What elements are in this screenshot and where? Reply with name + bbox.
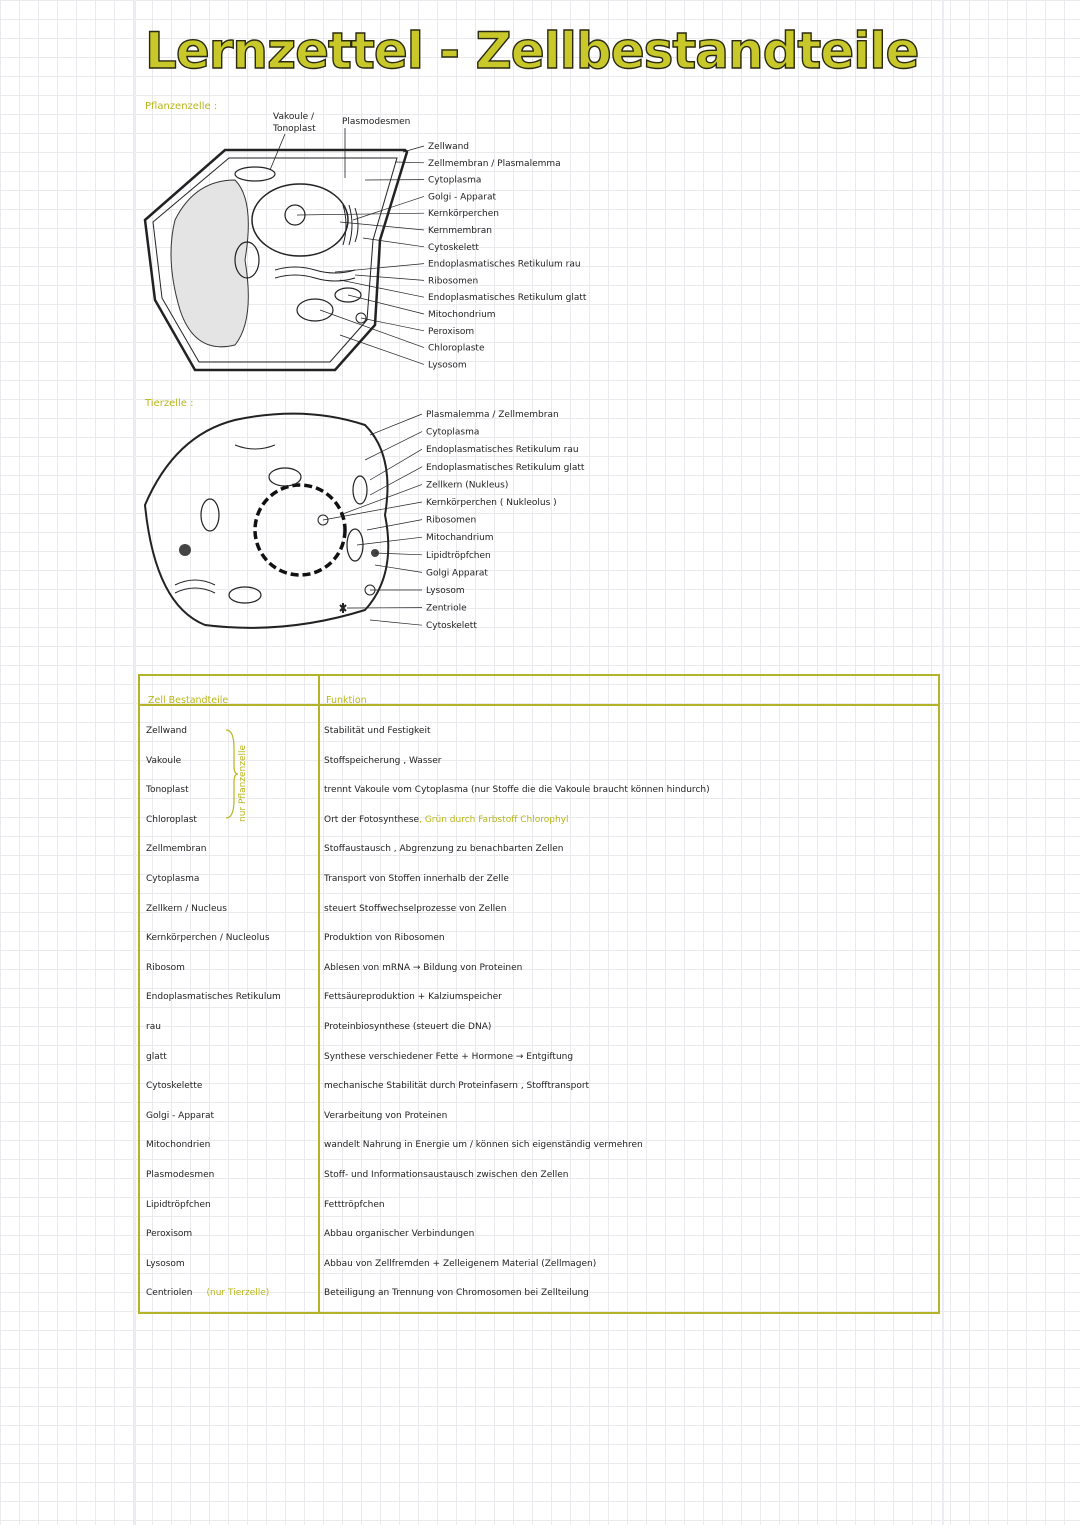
- table-row: [140, 987, 938, 1007]
- animal-label-13: Cytoskelett: [426, 621, 477, 632]
- plant-label-2: Zellmembran / Plasmalemma: [428, 158, 561, 169]
- part-name: Cytoplasma: [146, 874, 200, 884]
- part-name: Centriolen: [146, 1288, 193, 1299]
- function-text: Abbau von Zellfremden + Zelleigenem Material (Zellmagen): [324, 1258, 597, 1269]
- part-name: rau: [146, 1022, 161, 1032]
- function-text: mechanische Stabilität durch Proteinfasern , Stofftransport: [324, 1081, 590, 1092]
- table-cell-part: [146, 751, 181, 771]
- part-name: glatt: [146, 1051, 167, 1062]
- table-row: [140, 721, 938, 741]
- plant-cell-diagram: [135, 110, 635, 380]
- function-text: wandelt Nahrung in Energie um / können sich eigenständig vermehren: [324, 1140, 643, 1151]
- animal-label-10: Golgi Apparat: [426, 568, 488, 579]
- table-cell-function: [324, 1195, 385, 1215]
- animal-leader-4: [370, 467, 422, 495]
- plant-er: [275, 267, 355, 281]
- plant-label-12: Peroxisom: [428, 326, 475, 337]
- table-cell-part: [146, 810, 197, 830]
- plant-leader-5: [297, 213, 424, 215]
- plant-label-11: Mitochondrium: [428, 310, 496, 320]
- function-text: Ort der Fotosynthese: [324, 814, 420, 825]
- table-row: [140, 1224, 938, 1244]
- plant-label-14: Lysosom: [428, 360, 467, 371]
- part-name: Lipidtröpfchen: [146, 1199, 211, 1210]
- table-header-function: Funktion: [326, 695, 367, 706]
- function-text: Produktion von Ribosomen: [324, 933, 445, 944]
- table-cell-function: [324, 1165, 568, 1185]
- animal-label-12: Zentriole: [426, 603, 467, 614]
- plant-label-13: Chloroplaste: [428, 343, 485, 354]
- table-cell-function: [324, 1017, 491, 1037]
- animal-label-7: Ribosomen: [426, 515, 477, 526]
- table-row: [140, 1254, 938, 1274]
- function-text: Fetttröpfchen: [324, 1199, 385, 1210]
- table-cell-function: [324, 839, 563, 859]
- plant-label-10: Endoplasmatisches Retikulum glatt: [428, 293, 587, 304]
- animal-mitochondrium-1: [269, 468, 301, 486]
- part-name: Ribosom: [146, 962, 185, 973]
- function-text: Beteiligung an Trennung von Chromosomen bei Zellteilung: [324, 1288, 589, 1299]
- plant-chloroplast-2: [297, 299, 333, 321]
- animal-mitochondrium-2: [201, 499, 219, 531]
- table-cell-function: [324, 721, 431, 741]
- table-cell-part: [146, 1017, 161, 1037]
- part-name: Zellmembran: [146, 844, 207, 855]
- table-row: [140, 1283, 938, 1303]
- plant-cell-label: Pflanzenzelle :: [145, 101, 218, 112]
- plant-top-label-2: Tonoplast: [273, 124, 316, 134]
- part-name: Mitochondrien: [146, 1140, 211, 1151]
- table-cell-function: [324, 1254, 596, 1274]
- plant-label-4: Golgi - Apparat: [428, 192, 497, 203]
- table-cell-part: [146, 1076, 202, 1096]
- plant-only-brace: [224, 728, 238, 820]
- table-cell-part: [146, 987, 281, 1007]
- plant-label-7: Cytoskelett: [428, 242, 479, 253]
- part-name: Golgi - Apparat: [146, 1110, 215, 1121]
- plant-label-5: Kernkörperchen: [428, 209, 499, 220]
- table-cell-part: [146, 1106, 214, 1126]
- part-name: Zellwand: [146, 726, 187, 736]
- table-cell-function: [324, 987, 502, 1007]
- animal-leader-1: [370, 414, 422, 435]
- part-name: Chloroplast: [146, 814, 197, 825]
- part-name: Vakoule: [146, 755, 182, 766]
- function-text: Proteinbiosynthese (steuert die DNA): [324, 1022, 492, 1032]
- animal-leader-10: [375, 565, 422, 572]
- table-cell-part: [146, 928, 270, 948]
- table-cell-part: [146, 1254, 185, 1274]
- table-cell-function: [324, 869, 509, 889]
- animal-leader-8: [357, 537, 422, 545]
- plant-nucleus: [252, 184, 348, 256]
- plant-label-8: Endoplasmatisches Retikulum rau: [428, 259, 581, 270]
- table-row: [140, 1047, 938, 1067]
- plant-leader-6: [340, 222, 424, 230]
- table-row: [140, 1135, 938, 1155]
- table-header-part: Zell Bestandteile: [148, 695, 229, 706]
- table-cell-part: [146, 1195, 211, 1215]
- function-text: Ablesen von mRNA → Bildung von Proteinen: [324, 962, 523, 973]
- table-cell-part: [146, 1135, 210, 1155]
- plant-label-9: Ribosomen: [428, 276, 479, 287]
- table-cell-part: [146, 869, 199, 889]
- part-name: Zellkern / Nucleus: [146, 903, 227, 914]
- table-cell-function: [324, 1106, 447, 1126]
- function-text: Synthese verschiedener Fette + Hormone → Entgiftung: [324, 1051, 574, 1062]
- animal-zentriole: [340, 603, 346, 613]
- table-row: [140, 899, 938, 919]
- plant-leader-13: [320, 310, 424, 348]
- plant-leader-2: [395, 162, 424, 163]
- animal-leader-9: [375, 553, 422, 555]
- animal-label-9: Lipidtröpfchen: [426, 550, 491, 561]
- table-cell-function: [324, 1283, 589, 1303]
- animal-cell-diagram: [135, 405, 635, 640]
- function-text: Verarbeitung von Proteinen: [324, 1110, 448, 1121]
- animal-label-8: Mitochandrium: [426, 533, 494, 544]
- function-text: Fettsäureproduktion + Kalziumspeicher: [324, 992, 502, 1003]
- part-name: Plasmodesmen: [146, 1170, 215, 1180]
- table-row: [140, 928, 938, 948]
- part-name: Kernkörperchen / Nucleolus: [146, 933, 270, 944]
- table-cell-part: [146, 780, 189, 800]
- plant-top-label-3: Plasmodesmen: [342, 117, 411, 127]
- animal-label-1: Plasmalemma / Zellmembran: [426, 410, 559, 420]
- function-table: [138, 674, 940, 1314]
- animal-label-3: Endoplasmatisches Retikulum rau: [426, 445, 579, 456]
- plant-vacuole: [171, 180, 248, 347]
- table-row: [140, 1106, 938, 1126]
- margin-line-right: [942, 0, 944, 1525]
- function-text: Stoffaustausch , Abgrenzung zu benachbarten Zellen: [324, 844, 564, 855]
- part-name: Cytoskelette: [146, 1081, 203, 1092]
- animal-cell-label: Tierzelle :: [145, 398, 194, 409]
- table-cell-part: [146, 1224, 192, 1244]
- part-name: Lysosom: [146, 1258, 185, 1269]
- table-cell-function: [324, 810, 569, 830]
- table-cell-part: [146, 899, 227, 919]
- table-row: [140, 1076, 938, 1096]
- table-row: [140, 780, 938, 800]
- plant-leader-1: [403, 146, 424, 152]
- table-cell-function: [324, 751, 441, 771]
- animal-label-2: Cytoplasma: [426, 427, 480, 438]
- animal-er: [175, 445, 275, 593]
- table-cell-part: [146, 1283, 269, 1303]
- animal-lipid-1: [179, 544, 191, 556]
- plant-label-1: Zellwand: [428, 142, 469, 152]
- animal-leader-13: [370, 620, 422, 625]
- table-row: [140, 839, 938, 859]
- plant-label-6: Kernmembran: [428, 226, 492, 236]
- table-row: [140, 810, 938, 830]
- table-cell-function: [324, 899, 506, 919]
- plant-only-note: nur Pflanzenzelle: [238, 744, 248, 822]
- function-text: Stabilität und Festigkeit: [324, 726, 431, 736]
- animal-nucleus: [255, 485, 345, 575]
- animal-mitochondrium-4: [229, 587, 261, 603]
- table-row: [140, 1165, 938, 1185]
- animal-label-5: Zellkern (Nukleus): [426, 480, 509, 491]
- function-note: , Grün durch Farbstoff Chlorophyl: [419, 814, 569, 825]
- plant-top-label-1: Vakoule /: [273, 112, 315, 122]
- table-cell-part: [146, 839, 206, 859]
- plant-chloroplast-1: [235, 167, 275, 181]
- plant-leader-11: [348, 295, 424, 314]
- table-header-line: [140, 704, 938, 706]
- table-cell-function: [324, 1224, 474, 1244]
- table-cell-part: [146, 1165, 214, 1185]
- function-text: steuert Stoffwechselprozesse von Zellen: [324, 903, 507, 914]
- table-row: [140, 1017, 938, 1037]
- table-cell-function: [324, 1076, 589, 1096]
- page-title: Lernzettel - Zellbestandteile: [145, 22, 919, 80]
- part-name: Endoplasmatisches Retikulum: [146, 992, 281, 1003]
- animal-label-6: Kernkörperchen ( Nukleolus ): [426, 498, 557, 508]
- animal-mitochondrium-5: [353, 476, 367, 504]
- function-text: Transport von Stoffen innerhalb der Zelle: [324, 874, 509, 884]
- function-text: Abbau organischer Verbindungen: [324, 1229, 475, 1240]
- table-cell-part: [146, 958, 185, 978]
- part-note: (nur Tierzelle): [206, 1288, 270, 1299]
- plant-leader-9: [355, 275, 424, 280]
- table-cell-part: [146, 721, 187, 741]
- table-cell-part: [146, 1047, 167, 1067]
- table-cell-function: [324, 928, 445, 948]
- table-row: [140, 751, 938, 771]
- function-text: trennt Vakoule vom Cytoplasma (nur Stoffe die die Vakoule braucht können hindurch): [324, 785, 710, 796]
- table-cell-function: [324, 958, 522, 978]
- table-row: [140, 869, 938, 889]
- table-row: [140, 1195, 938, 1215]
- animal-mitochondrium-3: [347, 529, 363, 561]
- plant-label-3: Cytoplasma: [428, 175, 482, 186]
- part-name: Tonoplast: [146, 785, 189, 796]
- animal-cell-membrane: [145, 414, 388, 628]
- table-cell-function: [324, 1047, 573, 1067]
- function-text: Stoffspeicherung , Wasser: [324, 755, 442, 766]
- part-name: Peroxisom: [146, 1229, 193, 1240]
- animal-leader-7: [367, 520, 422, 530]
- function-text: Stoff- und Informationsaustausch zwischen den Zellen: [324, 1170, 569, 1180]
- table-row: [140, 958, 938, 978]
- table-cell-function: [324, 780, 710, 800]
- animal-label-4: Endoplasmatisches Retikulum glatt: [426, 462, 585, 473]
- animal-label-11: Lysosom: [426, 586, 465, 596]
- plant-golgi: [343, 205, 358, 245]
- table-cell-function: [324, 1135, 643, 1155]
